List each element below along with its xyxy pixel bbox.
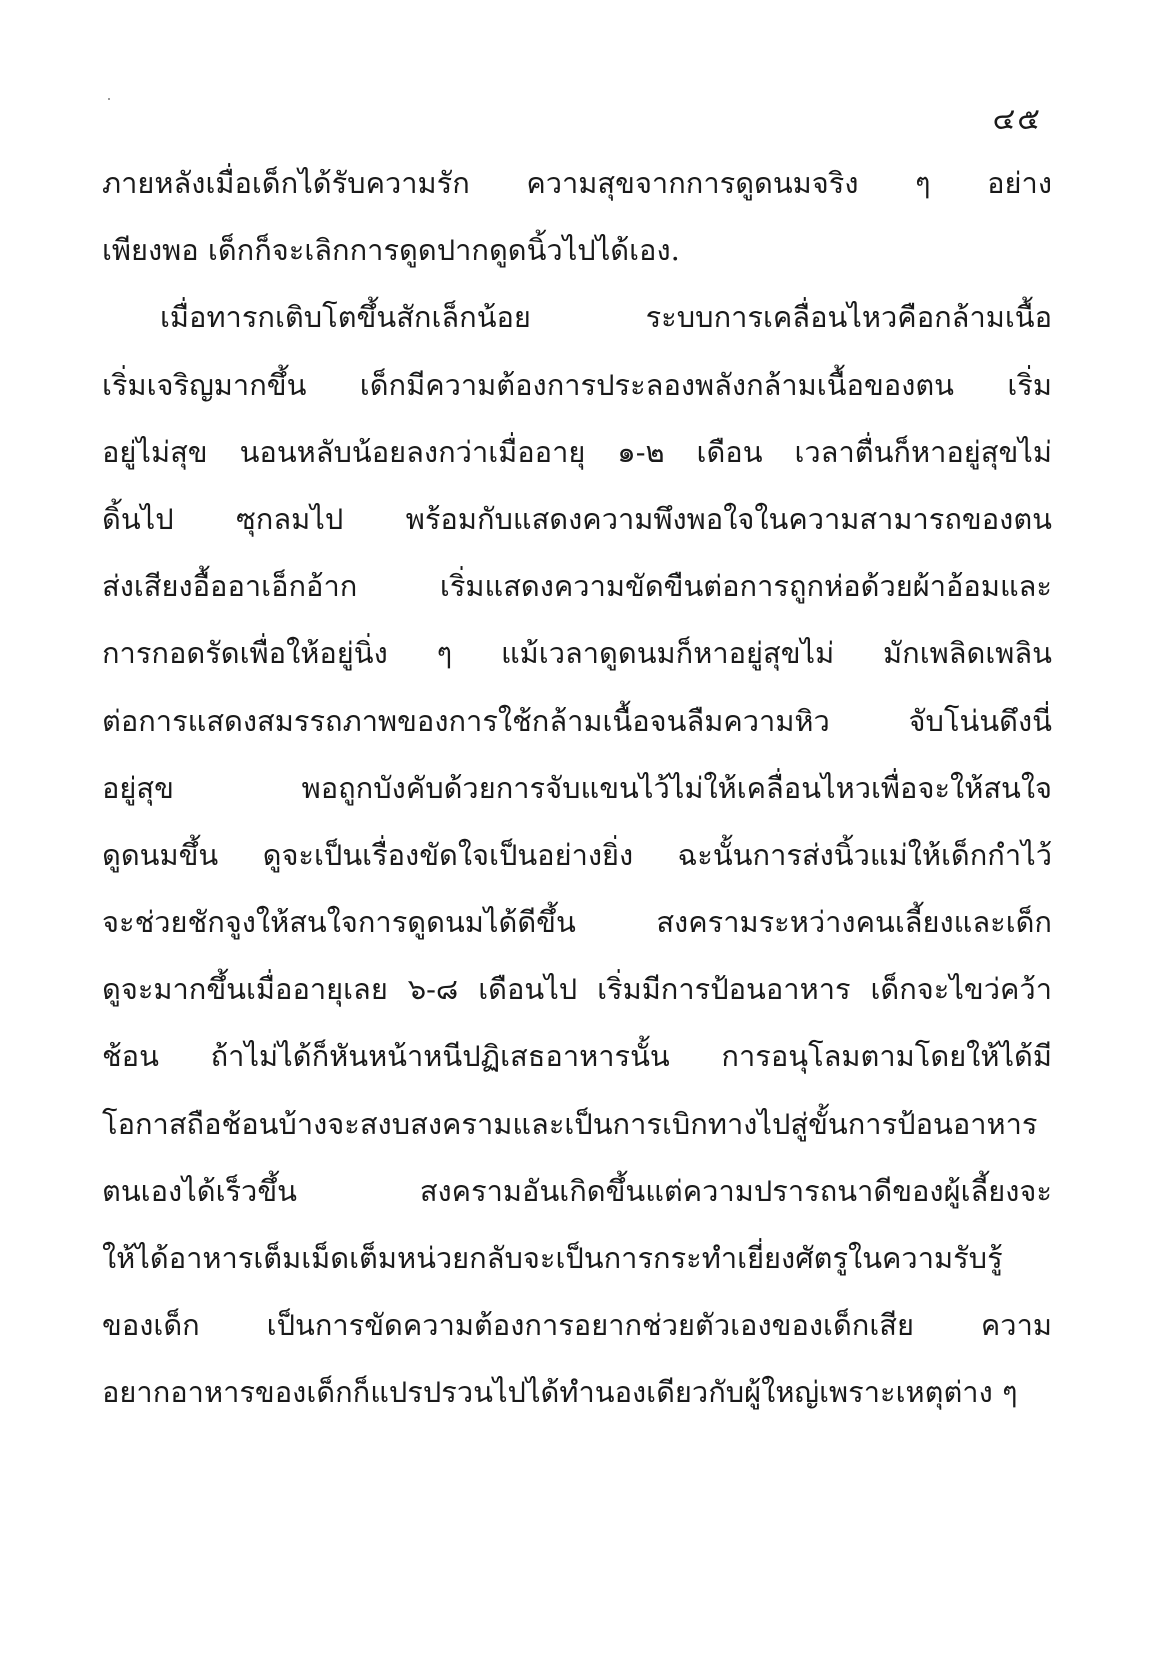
text-line: อยากอาหารของเด็กก็แปรปรวนไปได้ทำนองเดียวกับผู้ใหญ่เพราะเหตุต่าง ๆ xyxy=(102,1375,1018,1410)
text-line: เริ่มเจริญมากขึ้น เด็กมีความต้องการประลองพลังกล้ามเนื้อของตน เริ่ม xyxy=(102,367,1052,402)
text-line: เมื่อทารกเติบโตขึ้นสักเล็กน้อย ระบบการเคลื่อนไหวคือกล้ามเนื้อ xyxy=(160,300,1052,335)
text-line: ตนเองได้เร็วขึ้น สงครามอันเกิดขึ้นแต่ความปรารถนาดีของผู้เลี้ยงจะ xyxy=(102,1173,1052,1208)
text-line: ให้ได้อาหารเต็มเม็ดเต็มหน่วยกลับจะเป็นการกระทำเยี่ยงศัตรูในความรับรู้ xyxy=(102,1241,1003,1275)
text-line: โอกาสถือช้อนบ้างจะสงบสงครามและเป็นการเบิกทางไปสู่ขั้นการป้อนอาหาร xyxy=(102,1106,1038,1141)
text-line: ช้อน ถ้าไม่ได้ก็หันหน้าหนีปฏิเสธอาหารนั้น การอนุโลมตามโดยให้ได้มี xyxy=(102,1039,1052,1074)
text-line: ของเด็ก เป็นการขัดความต้องการอยากช่วยตัวเองของเด็กเสีย ความ xyxy=(102,1308,1052,1343)
body-text xyxy=(102,150,1052,1427)
text-line: ดูดนมขึ้น ดูจะเป็นเรื่องขัดใจเป็นอย่างยิ่ง ฉะนั้นการส่งนิ้วแม่ให้เด็กกำไว้ xyxy=(102,837,1052,872)
text-line: ภายหลังเมื่อเด็กได้รับความรัก ความสุขจากการดูดนมจริง ๆ อย่าง xyxy=(102,166,1052,200)
text-line: ดูจะมากขึ้นเมื่ออายุเลย ๖-๘ เดือนไป เริ่มมีการป้อนอาหาร เด็กจะไขว่คว้า xyxy=(102,972,1052,1007)
text-line: ส่งเสียงอื้ออาเอ็กอ้าก เริ่มแสดงความขัดขืนต่อการถูกห่อด้วยผ้าอ้อมและ xyxy=(102,569,1052,604)
text-line: การกอดรัดเพื่อให้อยู่นิ่ง ๆ แม้เวลาดูดนมก็หาอยู่สุขไม่ มักเพลิดเพลิน xyxy=(102,636,1052,671)
page-number: ๔๕ xyxy=(992,102,1042,137)
text-line: เพียงพอ เด็กก็จะเลิกการดูดปากดูดนิ้วไปได้เอง. xyxy=(102,233,680,268)
text-line: อยู่สุข พอถูกบังคับด้วยการจับแขนไว้ไม่ให้เคลื่อนไหวเพื่อจะให้สนใจ xyxy=(102,770,1052,805)
text-line: จะช่วยชักจูงให้สนใจการดูดนมได้ดีขึ้น สงครามระหว่างคนเลี้ยงและเด็ก xyxy=(102,905,1052,940)
scan-speck xyxy=(108,98,110,100)
text-line: ดิ้นไป ซุกลมไป พร้อมกับแสดงความพึงพอใจในความสามารถของตน xyxy=(102,501,1052,536)
text-line: ต่อการแสดงสมรรถภาพของการใช้กล้ามเนื้อจนลืมความหิว จับโน่นดึงนี่ xyxy=(102,703,1052,738)
text-line: อยู่ไม่สุข นอนหลับน้อยลงกว่าเมื่ออายุ ๑-๒ เดือน เวลาตื่นก็หาอยู่สุขไม่ xyxy=(102,434,1052,469)
